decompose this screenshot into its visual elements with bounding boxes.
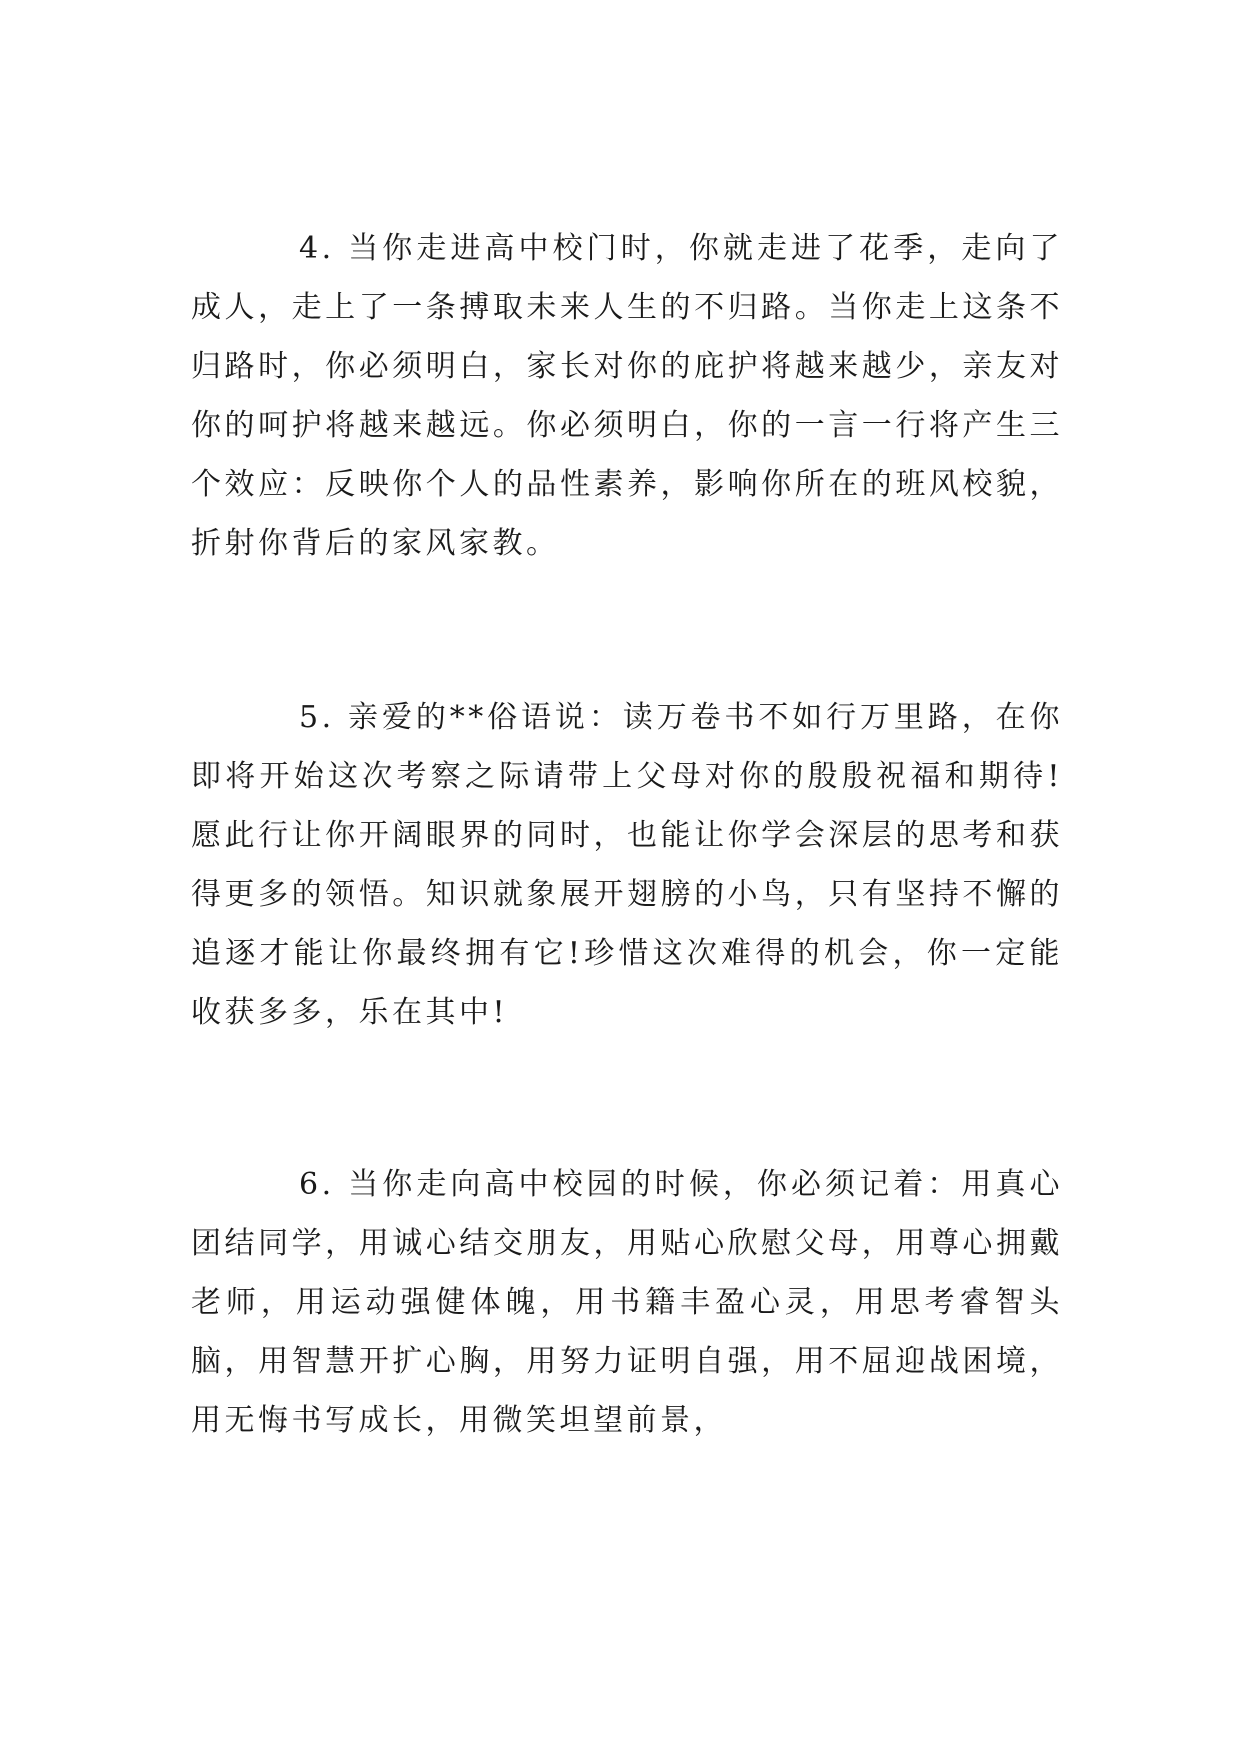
paragraph-4: 4. 当你走进高中校门时，你就走进了花季，走向了成人，走上了一条搏取未来人生的不归路。当你走上这条不归路时，你必须明白，家长对你的庇护将越来越少，亲友对你的呵护将越来越远。你必须明白，你的一言一行将产生三个效应：反映你个人的品性素养，影响你所在的班风校貌，折射你背后的家风家教。 — [191, 231, 1063, 561]
paragraph-5: 5. 亲爱的**俗语说：读万卷书不如行万里路，在你即将开始这次考察之际请带上父母对你的殷殷祝福和期待!愿此行让你开阔眼界的同时，也能让你学会深层的思考和获得更多的领悟。知识就象展开翅膀的小鸟，只有坚持不懈的追逐才能让你最终拥有它!珍惜这次难得的机会，你一定能收获多多，乐在其中! — [191, 700, 1063, 1030]
paragraph-6: 6. 当你走向高中校园的时候，你必须记着：用真心团结同学，用诚心结交朋友，用贴心欣慰父母，用尊心拥戴老师，用运动强健体魄，用书籍丰盈心灵，用思考睿智头脑，用智慧开扩心胸，用努力证明自强，用不屈迎战困境，用无悔书写成长，用微笑坦望前景， — [191, 1167, 1063, 1438]
